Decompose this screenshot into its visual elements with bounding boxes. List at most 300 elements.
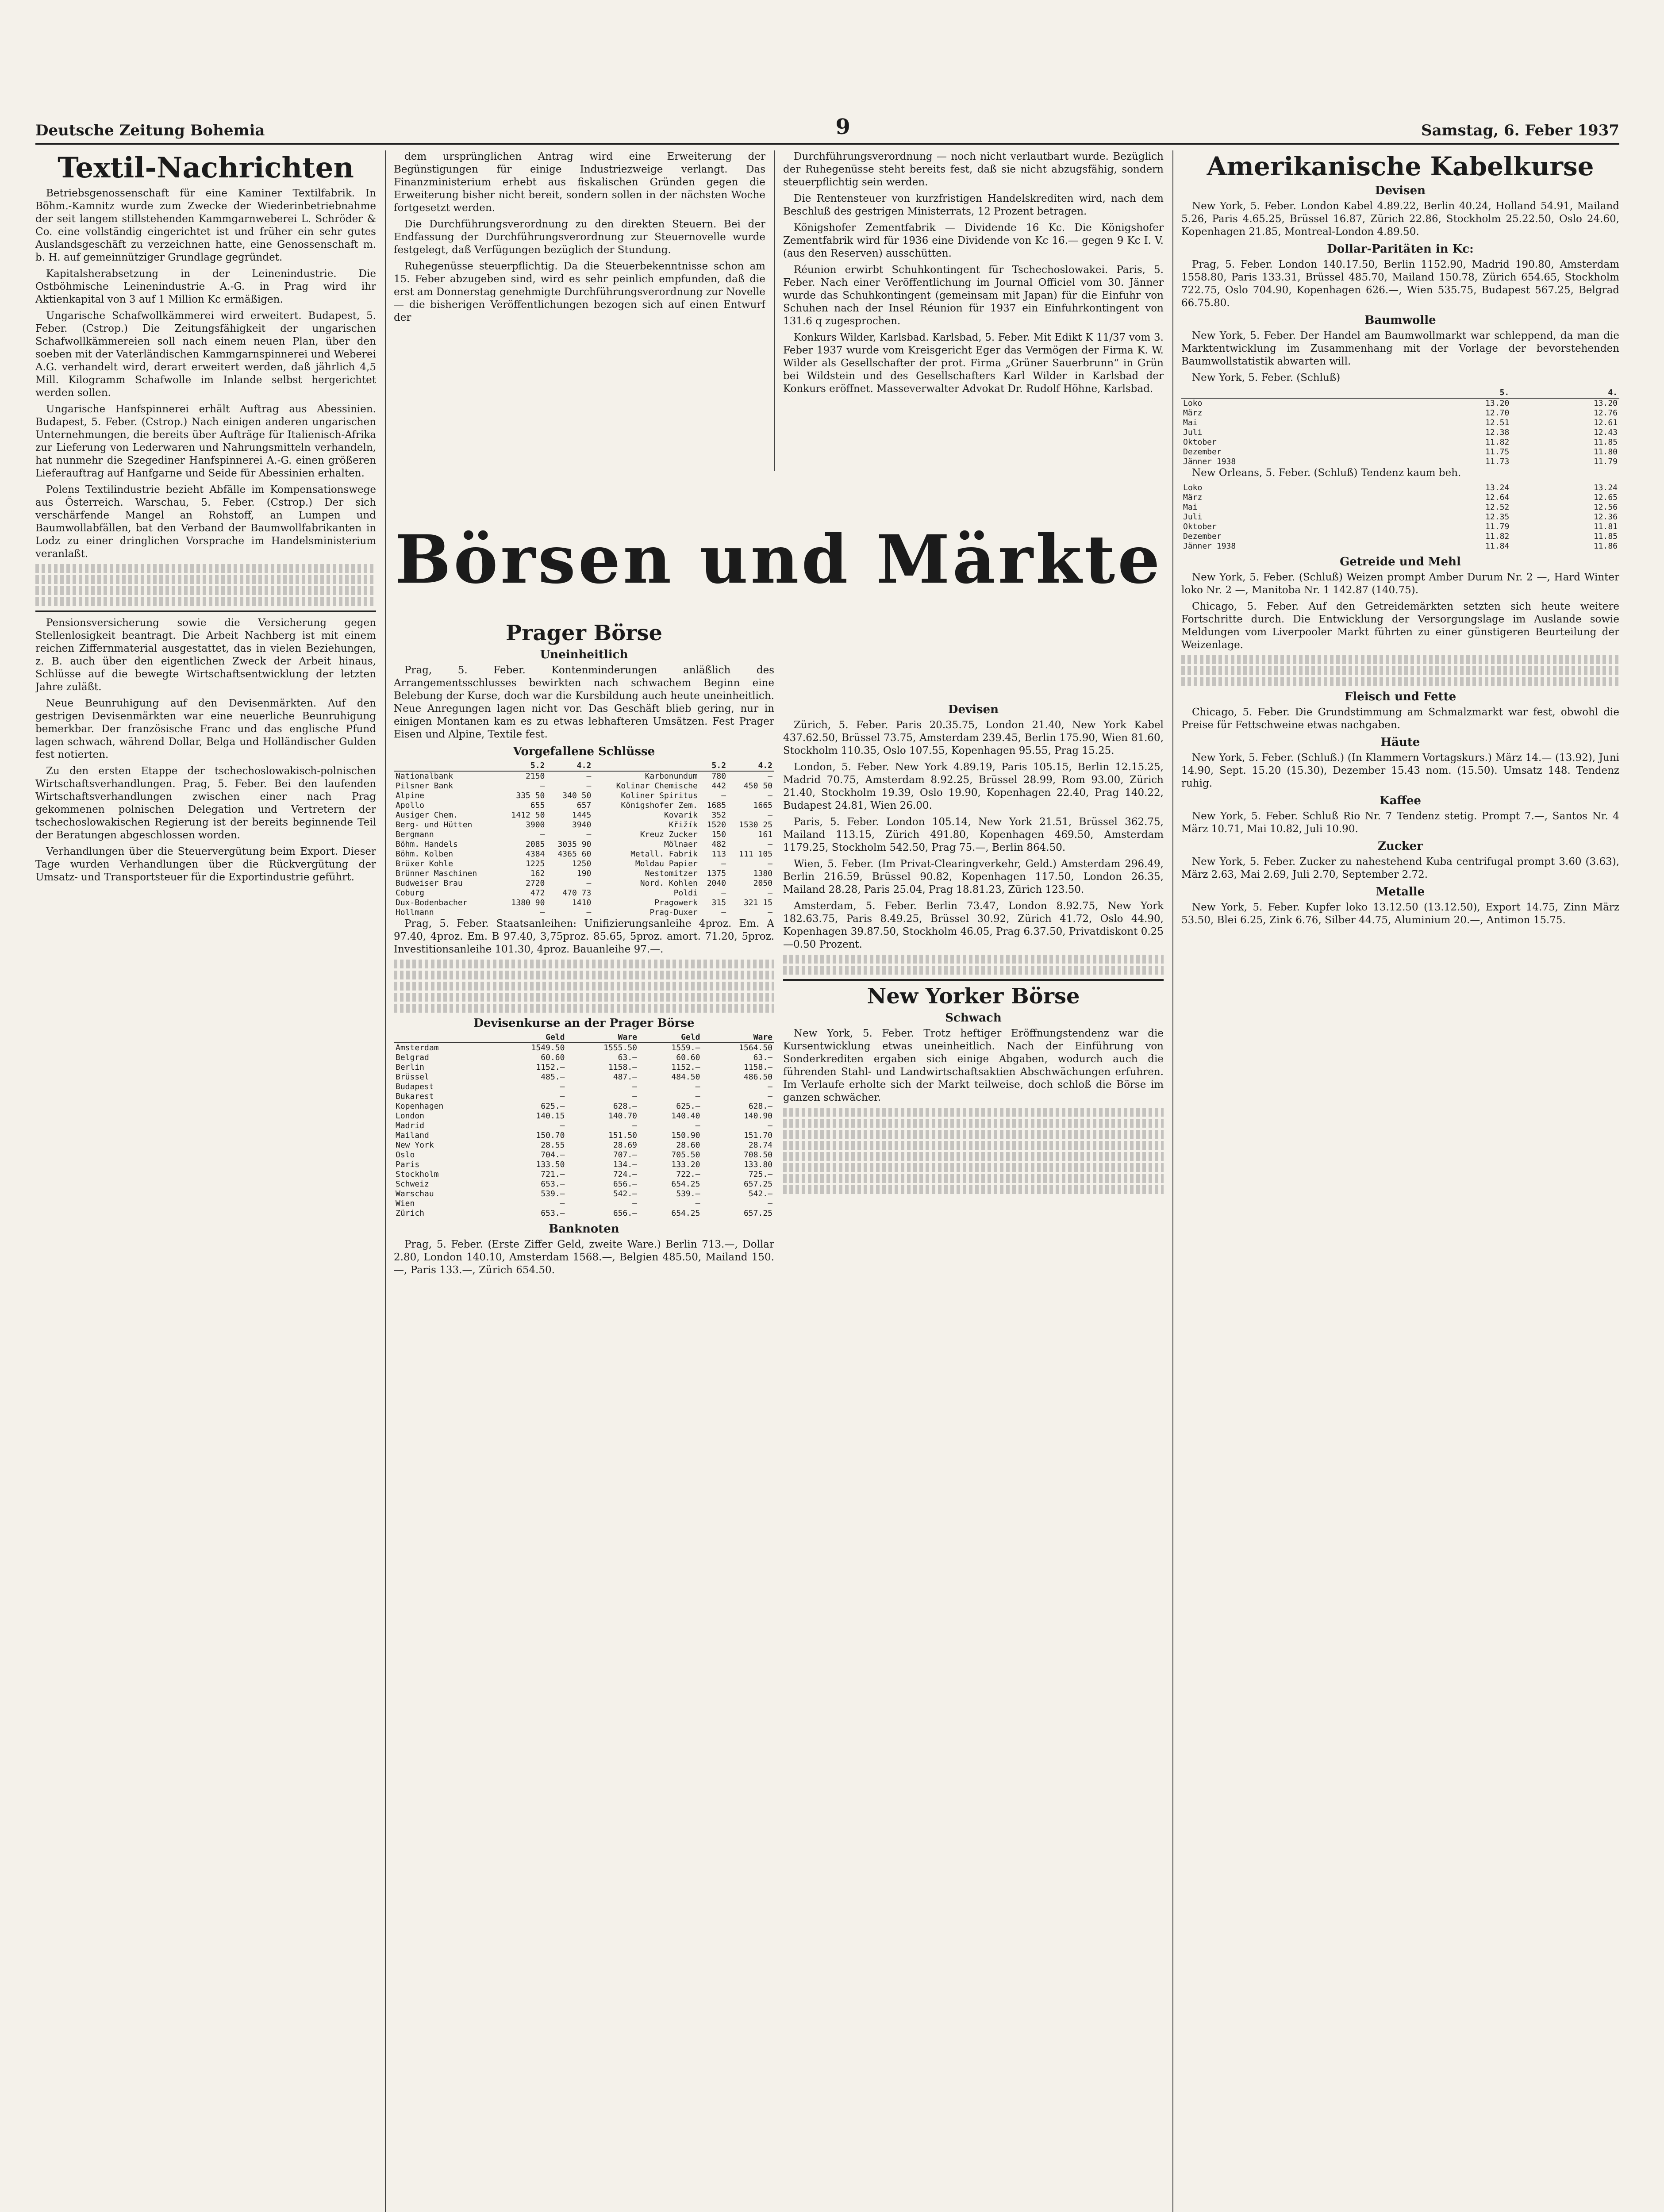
table-row [1181,541,1619,551]
table-cell: Jänner 1938 [1183,541,1236,551]
text-filler [1181,655,1619,664]
table-cell: 11.82 [1485,531,1510,541]
table-cell: 4384 [526,849,545,859]
text-filler [394,960,774,968]
table-cell: 1555.50 [603,1043,637,1053]
table-cell: 1445 [572,810,592,820]
table-cell: 133.20 [671,1160,700,1170]
table-row [394,810,774,820]
table-row [1181,493,1619,503]
table-cell: 721.— [541,1170,565,1179]
table-cell: 707.— [613,1150,637,1160]
table-cell: — [586,781,592,791]
column-tax [394,150,765,471]
table-cell: Dezember [1183,531,1222,541]
table-cell: 780 [711,772,726,781]
text-filler [783,1130,1164,1139]
table-header-cell: 5. [1403,388,1511,398]
article-paragraph: Verhandlungen über die Steuervergütung beim Export. Dieser Tage wurden Verhandlungen über die Rückvergütung der Umsatz- und Transportsteuer für die Exportindustrie geführt. [35,846,376,883]
table-cell: Coburg [396,888,425,898]
table-cell: 63.— [753,1053,772,1063]
table-cell: Berg- und Hütten [396,820,473,830]
column-textile [35,150,376,2212]
table-cell: Hollmann [396,908,434,918]
table-cell: Moldau Papier [635,859,698,869]
table-row [394,879,774,888]
table-cell: Budweiser Brau [396,879,463,888]
table-cell: Loko [1183,398,1203,408]
table-cell: 3940 [572,820,592,830]
column-divider [1172,150,1173,2212]
text-filler [394,1004,774,1013]
table-cell: Poldi [673,888,698,898]
grain-title: Getreide und Mehl [1340,555,1461,568]
table-header-cell [394,1033,494,1043]
table-cell: 140.15 [536,1111,565,1121]
article-paragraph: Ungarische Hanfspinnerei erhält Auftrag aus Abessinien. Budapest, 5. Feber. (Cstrop.) Nach einigen anderen ungarischen Unternehmungen, die bereits über Aufträge für Italienisch-Afrika zur Lieferung von Lederwaren und Nahrungsmitteln verhandeln, hat nunmehr die Szegediner Hanfspinnerei A.-G. einen größeren Lieferauftrag auf Hanfgarne und Seide für Abessinien erhalten. [35,403,376,480]
article-paragraph: Zu den ersten Etappe der tschechoslowakisch-polnischen Wirtschaftsverhandlungen. Prag, 5. Feber. Bei den laufenden Wirtschaftsverhandlungen zwischen einer nach Prag gekommenen polnischen Delegation und Vertretern der tschechoslowakischen Regierung ist der bereits beginnende Teil der Beratungen abgeschlossen worden. [35,765,376,841]
text-filler [35,586,376,595]
table-cell: 11.85 [1593,437,1618,447]
table-cell: Mai [1183,502,1198,512]
table-cell: Bukarest [396,1092,434,1102]
table-cell: 539.— [676,1189,700,1199]
table-row [394,1111,774,1121]
table-row [394,801,774,810]
table-cell: Křižík [669,820,698,830]
table-cell: 705.50 [671,1150,700,1160]
ny-report: New York, 5. Feber. Trotz heftiger Eröffnungstendenz war die Kursentwicklung etwas uneinheitlich. Nach der Einführung von Sonderkrediten ergaben sich einige Abgaben, wodurch auch die führenden Stahl- und Landwirtschaftsaktien Abschwächungen erfuhren. Im Verlaufe erholte sich der Markt teilweise, doch schloß die Börse im ganzen schwächer. [783,1028,1164,1104]
table-cell: 161 [758,830,772,840]
table-cell: 2720 [526,879,545,888]
table-cell: Prag-Duxer [649,908,698,918]
table-cell: — [695,1092,700,1102]
table-cell: 321 15 [743,898,772,908]
table-cell: 628.— [748,1102,772,1111]
table-row [394,840,774,849]
textile-title: Textil-Nachrichten [58,151,354,184]
table-header-cell [394,761,500,771]
table-cell: Alpine [396,791,425,801]
table-cell: 653.— [541,1209,565,1218]
article-paragraph: Réunion erwirbt Schuhkontingent für Tschechoslowakei. Paris, 5. Feber. Nach einer Veröffentlichung im Journal Officiel vom 30. Jänner wurde das Schuhkontingent (gemeinsam mit Japan) für die Einfuhr von Schuhen nach der Insel Réunion für 1937 ein Einfuhrkontingent von 131.6 q zugesprochen. [783,264,1164,327]
table-cell: 1530 25 [739,820,772,830]
table-cell: 63.— [618,1053,637,1063]
table-cell: 12.38 [1485,427,1510,437]
table-cell: 655 [530,801,545,810]
text-filler [35,597,376,606]
article-paragraph: Chicago, 5. Feber. Die Grundstimmung am Schmalzmarkt war fest, obwohl die Preise für Fettschweine etwas nachgaben. [1181,706,1619,731]
table-cell: — [768,888,772,898]
table-row [1181,457,1619,467]
table-cell: 2050 [753,879,772,888]
column-divider [774,150,775,471]
foreign-devisen-title: Devisen [948,703,999,716]
article-paragraph: New York, 5. Feber. (Schluß) Weizen prompt Amber Durum Nr. 2 —, Hard Winter loko Nr. 2 —, Manitoba Nr. 1 142.87 (140.75). [1181,571,1619,596]
table-cell: 656.— [613,1209,637,1218]
table-cell: 486.50 [743,1072,772,1082]
table-cell: 12.65 [1593,492,1618,502]
table-cell: März [1183,492,1203,502]
table-cell: 12.61 [1593,418,1618,427]
text-filler [35,564,376,573]
table-row [394,1170,774,1179]
section-rule [35,611,376,612]
table-header-cell: 4.2 [728,761,774,771]
table-cell: 724.— [613,1170,637,1179]
article-paragraph: New York, 5. Feber. London Kabel 4.89.22, Berlin 40.24, Holland 54.91, Mailand 5.26, Paris 4.65.25, Brüssel 16.87, Zürich 22.86, Stockholm 25.22.50, Oslo 24.60, Kopenhagen 21.85, Montreal-London 4.89.50. [1181,200,1619,238]
table-cell: 28.74 [748,1141,772,1150]
table-cell: 4365 60 [557,849,592,859]
table-row [394,791,774,801]
table-header-cell: 4. [1511,388,1619,398]
table-cell: Dux-Bodenbacher [396,898,468,908]
article-paragraph: dem ursprünglichen Antrag wird eine Erweiterung der Begünstigungen für einige Industriezweige verlangt. Das Finanzministerium erhebt aus fiskalischen Gründen gegen die Erweiterung bisher nicht bereit, sondern sollen in der nächsten Woche fortgesetzt werden. [394,151,765,214]
table-cell: 335 50 [516,791,545,801]
table-cell: 1152.— [671,1063,700,1072]
article-paragraph: Chicago, 5. Feber. Auf den Getreidemärkten setzten sich heute weitere Fortschritte durch. Die Entwicklung der Versorgungslage im Auslande sowie Meldungen vom Liverpooler Markt führten zu einer günstigeren Beurteilung der Weizenlage. [1181,600,1619,651]
table-cell: 539.— [541,1189,565,1199]
table-cell: — [540,830,545,840]
table-cell: 1380 [753,869,772,879]
table-header-cell [593,761,699,771]
table-cell: Oktober [1183,437,1217,447]
table-cell: — [768,791,772,801]
dollar-parity-title: Dollar-Paritäten in Kc: [1327,242,1474,256]
table-cell: 60.60 [541,1053,565,1063]
table-cell: Mölnaer [664,840,698,849]
table-cell: — [586,879,592,888]
table-cell: — [768,908,772,918]
table-cell: — [695,1082,700,1092]
table-cell: — [560,1121,565,1131]
table-cell: — [586,830,592,840]
table-cell: 704.— [541,1150,565,1160]
section-rule [783,979,1164,981]
text-filler [783,966,1164,975]
table-cell: 542.— [748,1189,772,1199]
table-cell: 190 [576,869,592,879]
table-cell: 1158.— [743,1063,772,1072]
table-cell: Apollo [396,801,425,810]
table-row [394,1131,774,1141]
table-cell: 150.90 [671,1131,700,1141]
table-cell: Stockholm [396,1170,439,1179]
table-cell: — [768,1092,772,1102]
table-cell: Pragowerk [654,898,698,908]
table-cell: 150 [711,830,726,840]
table-cell: 111 105 [739,849,772,859]
table-cell: 13.20 [1593,398,1618,408]
table-cell: Jänner 1938 [1183,457,1236,466]
closings-table [394,761,774,918]
table-cell: — [768,840,772,849]
table-cell: 708.50 [743,1150,772,1160]
table-cell: 12.70 [1485,408,1510,418]
table-row [394,1160,774,1170]
table-header-cell: 4.2 [546,761,593,771]
table-cell: 28.60 [676,1141,700,1150]
table-cell: 470 73 [562,888,592,898]
table-row [1181,438,1619,447]
table-cell: — [540,908,545,918]
table-cell: Wien [396,1199,415,1209]
state-loans-text: Prag, 5. Feber. Staatsanleihen: Unifizierungsanleihe 4proz. Em. A 97.40, 4proz. Em. B 97.40, 3,75proz. 85.65, 5proz. amort. 71.20, 5proz. Investitionsanleihe 101.30, 4proz. Bauanleihe 97.—. [394,918,774,956]
article-paragraph: Ungarische Schafwollkämmerei wird erweitert. Budapest, 5. Feber. (Cstrop.) Die Zeitungsfähigkeit der ungarischen Schafwollkämmereien soll nach einem neuen Plan, über den soeben mit der Vaterländischen Kammgarnspinnerei und Weberei A.G. verhandelt wird, derart erweitert werden, daß jährlich 4,5 Mill. Kilogramm Schafwolle im Inlande selbst hergerichtet werden sollen. [35,310,376,399]
table-row [1181,512,1619,522]
table-cell: — [768,859,772,869]
foreign-devisen-text: Amsterdam, 5. Feber. Berlin 73.47, London 8.92.75, New York 182.63.75, Paris 8.49.25, Brüssel 30.92, Zürich 41.72, Oslo 44.90, Kopenhagen 39.87.50, Stockholm 46.05, Prag 6.37.50, Privatdiskont 0.25—0.50 Prozent. [783,900,1164,950]
fat-title: Fleisch und Fette [1344,690,1456,703]
table-cell: 11.79 [1593,457,1618,466]
table-cell: — [586,908,592,918]
article-paragraph: Die Durchführungsverordnung zu den direkten Steuern. Bei der Endfassung der Durchführungsverordnung zur Steuernovelle wurde festgelegt, daß Verfügungen bezüglich der Stundung. [394,219,765,256]
text-filler [783,1174,1164,1183]
devisen-table [394,1033,774,1218]
table-cell: 1520 [707,820,726,830]
table-cell: Nestomitzer [645,869,698,879]
newspaper-name: Deutsche Zeitung Bohemia [35,122,265,139]
table-cell: Berlin [396,1063,425,1072]
table-cell: — [695,1199,700,1209]
table-cell: 1685 [707,801,726,810]
table-cell: 450 50 [743,781,772,791]
table-cell: 654.25 [671,1209,700,1218]
prague-exchange-block [394,619,774,2212]
devisen-subtitle: Devisen [1375,184,1426,197]
text-filler [1181,666,1619,675]
table-row [394,1102,774,1111]
article-paragraph: Ruhegenüsse steuerpflichtig. Da die Steuerbekenntnisse schon am 15. Feber abzugeben sind, wird es sehr peinlich empfunden, daß die erst am Donnerstag genehmigte Durchführungsverordnung zur Novelle — die bisherigen Veröffentlichungen bezogen sich auf einen Entwurf der [394,261,765,323]
table-cell: 12.52 [1485,502,1510,512]
table-cell: 3035 90 [557,840,592,849]
table-cell: Kovarik [664,810,698,820]
table-cell: 654.25 [671,1179,700,1189]
table-row [394,1179,774,1189]
table-cell: 1564.50 [739,1043,772,1053]
table-header-cell: Geld [494,1033,567,1043]
article-paragraph: Neue Beunruhigung auf den Devisenmärkten. Auf den gestrigen Devisenmärkten war eine neuerliche Beunruhigung bemerkbar. Der französische Franc und das englische Pfund lagen schwach, während Dollar, Belga und Holländischer Gulden fest notierten. [35,698,376,761]
table-cell: 140.90 [743,1111,772,1121]
text-filler [783,1185,1164,1194]
table-cell: Metall. Fabrik [630,849,698,859]
table-row [394,898,774,908]
table-cell: März [1183,408,1203,418]
table-cell: — [768,1082,772,1092]
table-cell: 12.51 [1485,418,1510,427]
table-cell: Böhm. Kolben [396,849,453,859]
column-news [783,150,1164,471]
table-cell: 140.70 [608,1111,637,1121]
table-cell: 625.— [541,1102,565,1111]
table-cell: — [632,1121,637,1131]
article-paragraph: Betriebsgenossenschaft für eine Kaminer Textilfabrik. In Böhm.-Kamnitz wurde zum Zwecke der Wiederinbetriebnahme der seit langem stillstehenden Kammgarnweberei L. Schröder & Co. eine vollständig eingerichtet ist und früher ein sehr gutes Auslandsgeschäft zu verzeichnen hatte, eine Genossenschaft m. b. H. auf gemeinnütziger Grundlage gegründet. [35,188,376,264]
table-cell: 60.60 [676,1053,700,1063]
table-cell: 151.70 [743,1131,772,1141]
table-cell: 484.50 [671,1072,700,1082]
table-cell: 1380 90 [511,898,545,908]
table-cell: — [721,888,726,898]
text-filler [394,971,774,979]
table-cell: 11.81 [1593,522,1618,531]
table-cell: 657 [576,801,592,810]
table-cell: — [632,1092,637,1102]
table-row [394,1121,774,1131]
article-paragraph: New York, 5. Feber. Kupfer loko 13.12.50 (13.12.50), Export 14.75, Zinn März 53.50, Blei 6.25, Zink 6.76, Silber 44.75, Aluminium 20.—, Antimon 15.75. [1181,901,1619,926]
table-row [394,849,774,859]
table-cell: Schweiz [396,1179,429,1189]
table-cell: 28.69 [613,1141,637,1150]
table-cell: 12.56 [1593,502,1618,512]
table-cell: 487.— [613,1072,637,1082]
table-cell: 1250 [572,859,592,869]
table-row [1181,398,1619,408]
table-cell: 151.50 [608,1131,637,1141]
table-row [1181,428,1619,438]
table-row [394,1053,774,1063]
article-paragraph: Durchführungsverordnung — noch nicht verlautbart wurde. Bezüglich der Ruhegenüsse steht bereits fest, daß sie nicht abzugsfähig, sondern steuerpflichtig sein werden. [783,151,1164,188]
text-filler [783,955,1164,964]
table-cell: 725.— [748,1170,772,1179]
table-cell: Budapest [396,1082,434,1092]
table-cell: — [632,1082,637,1092]
text-filler [1181,677,1619,686]
table-cell: — [586,772,592,781]
table-cell: — [721,791,726,801]
table-cell: 134.— [613,1160,637,1170]
column-american-cables [1181,150,1619,2212]
article-paragraph: Kapitalsherabsetzung in der Leinenindustrie. Die Ostböhmische Leinenindustrie A.-G. in Prag wird ihr Aktienkapital von 3 auf 1 Million Kc ermäßigen. [35,268,376,306]
article-paragraph: Konkurs Wilder, Karlsbad. Karlsbad, 5. Feber. Mit Edikt K 11/37 vom 3. Feber 1937 wurde vom Kreisgericht Eger das Vermögen der Firma K. W. Wilder als Gesellschafter der prot. Firma „Grüner Sauerbrunn“ in Grün bei Wildstein und des Gesellschafters Karl Wilder in Karlsbad der Konkurs eröffnet. Masseverwalter Advokat Dr. Rudolf Höhne, Karlsbad. [783,332,1164,395]
prague-report: Prag, 5. Feber. Kontenminderungen anläßlich des Arrangementsschlusses bewirkten nach schwachem Beginn eine Belebung der Kurse, doch war die Kursbildung auch heute uneinheitlich. Neue Anregungen lagen nicht vor. Das Geschäft blieb gering, nur in einigen Montanen kam es zu etwas lebhafteren Umsätzen. Fest Prager Eisen und Alpine, Textile fest. [394,664,774,741]
table-cell: 1152.— [536,1063,565,1072]
table-header-cell: Ware [702,1033,774,1043]
table-cell: 315 [711,898,726,908]
table-cell: 113 [711,849,726,859]
table-cell: Brüxer Kohle [396,859,453,869]
table-cell: — [695,1121,700,1131]
devisen-table-title: Devisenkurse an der Prager Börse [473,1017,695,1030]
table-cell: 11.82 [1485,437,1510,447]
table-cell: 12.43 [1593,427,1618,437]
table-cell: 2040 [707,879,726,888]
cotton-subtitle: New York, 5. Feber. (Schluß) [1192,372,1341,384]
table-cell: Böhm. Handels [396,840,458,849]
table-cell: 12.64 [1485,492,1510,502]
table-cell: 11.86 [1593,541,1618,551]
table-row [1181,522,1619,532]
table-header-cell [1181,388,1403,398]
table-cell: — [540,781,545,791]
table-cell: 12.36 [1593,512,1618,522]
table-cell: 2150 [526,772,545,781]
table-row [1181,483,1619,493]
table-cell: Pilsner Bank [396,781,453,791]
ny-exchange-title: New Yorker Börse [867,984,1080,1009]
table-row [1181,532,1619,541]
table-row [394,1199,774,1209]
article-paragraph: New York, 5. Feber. (Schluß.) (In Klammern Vortagskurs.) März 14.— (13.92), Juni 14.90, Sept. 15.20 (15.30), Dezember 15.43 nom. (15.50). Umsatz 148. Tendenz ruhig. [1181,752,1619,789]
table-row [1181,418,1619,428]
table-cell: Bergmann [396,830,434,840]
article-paragraph: New York, 5. Feber. Zucker zu nahestehend Kuba centrifugal prompt 3.60 (3.63), März 2.63, Mai 2.69, Juli 2.70, September 2.72. [1181,856,1619,880]
article-paragraph: Polens Textilindustrie bezieht Abfälle im Kompensationswege aus Österreich. Warschau, 5. Feber. (Cstrop.) Der sich verschärfende Mangel an Rohstoff, an Lumpen und Baumwollabfällen, bat den Verband der Baumwollfabrikanten in Lodz zu einer dringlichen Vorsprache im Handelsministerium veranlaßt. [35,484,376,560]
table-cell: Brüssel [396,1072,429,1082]
prague-exchange-title: Prager Börse [505,621,663,645]
table-cell: 133.50 [536,1160,565,1170]
table-cell: 12.76 [1593,408,1618,418]
table-cell: 1225 [526,859,545,869]
sugar-title: Zucker [1378,839,1423,853]
coffee-title: Kaffee [1380,794,1421,807]
table-cell: 13.24 [1593,483,1618,492]
table-cell: Kolinar Chemische [616,781,698,791]
text-filler [783,1152,1164,1161]
table-cell: New York [396,1141,434,1150]
table-cell: 1559.— [671,1043,700,1053]
table-cell: 442 [711,781,726,791]
table-cell: 340 50 [562,791,592,801]
table-cell: — [768,1199,772,1209]
table-cell: Nord. Kohlen [640,879,698,888]
table-row [394,1189,774,1199]
table-cell: Königshofer Zem. [621,801,698,810]
table-cell: 1410 [572,898,592,908]
orleans-subtitle: New Orleans, 5. Feber. (Schluß) Tendenz kaum beh. [1192,467,1461,479]
table-row [1181,503,1619,512]
table-row [1181,447,1619,457]
american-cables-title: Amerikanische Kabelkurse [1207,151,1594,181]
foreign-devisen-text: Wien, 5. Feber. (Im Privat-Clearingverkehr, Geld.) Amsterdam 296.49, Berlin 216.59, Brüssel 90.82, Kopenhagen 117.50, London 26.35, Mailand 28.28, Paris 25.04, Prag 18.81.23, Zürich 123.50. [783,858,1164,895]
table-cell: 722.— [676,1170,700,1179]
article-paragraph: Prag, 5. Feber. London 140.17.50, Berlin 1152.90, Madrid 190.80, Amsterdam 1558.80, Paris 133.31, Brüssel 485.70, Mailand 150.78, Zürich 654.65, Stockholm 722.75, Oslo 704.90, Kopenhagen 626.—, Wien 535.75, Budapest 567.25, Belgrad 66.75.80. [1181,258,1619,309]
hides-title: Häute [1380,735,1420,749]
prague-exchange-subtitle: Uneinheitlich [540,648,628,662]
table-cell: 1549.50 [531,1043,565,1053]
table-cell: Zürich [396,1209,425,1218]
table-row [394,771,774,781]
table-cell: 12.35 [1485,512,1510,522]
table-cell: Loko [1183,483,1203,492]
table-cell: — [560,1092,565,1102]
table-cell: Oslo [396,1150,415,1160]
text-filler [783,1108,1164,1117]
table-cell: — [560,1199,565,1209]
table-header-cell: Geld [639,1033,702,1043]
table-header-cell: Ware [566,1033,639,1043]
table-row [394,1150,774,1160]
table-cell: Dezember [1183,447,1222,457]
table-cell: 1375 [707,869,726,879]
table-cell: Warschau [396,1189,434,1199]
text-filler [394,982,774,991]
article-paragraph: Die Rentensteuer von kurzfristigen Handelskrediten wird, nach dem Beschluß des gestrigen Ministerrats, 12 Prozent betragen. [783,193,1164,217]
table-cell: — [721,859,726,869]
banknotes-text: Prag, 5. Feber. (Erste Ziffer Geld, zweite Ware.) Berlin 713.—, Dollar 2.80, London 140.10, Amsterdam 1568.—, Belgien 485.50, Mailand 150.—, Paris 133.—, Zürich 654.50. [394,1239,774,1276]
table-cell: 657.25 [743,1209,772,1218]
table-row [394,869,774,879]
table-cell: — [768,772,772,781]
ny-exchange-subtitle: Schwach [945,1011,1002,1025]
foreign-devisen-text: Paris, 5. Feber. London 105.14, New York 21.51, Brüssel 362.75, Mailand 113.15, Zürich 491.80, Kopenhagen 469.50, Amsterdam 1179.25, Stockholm 542.50, Prag 75.—, Berlin 864.50. [783,816,1164,853]
issue-date: Samstag, 6. Feber 1937 [1421,122,1619,139]
table-cell: 656.— [613,1179,637,1189]
table-cell: Amsterdam [396,1043,439,1053]
table-row [394,888,774,898]
table-row [394,781,774,791]
table-cell: 657.25 [743,1179,772,1189]
text-filler [783,1141,1164,1150]
